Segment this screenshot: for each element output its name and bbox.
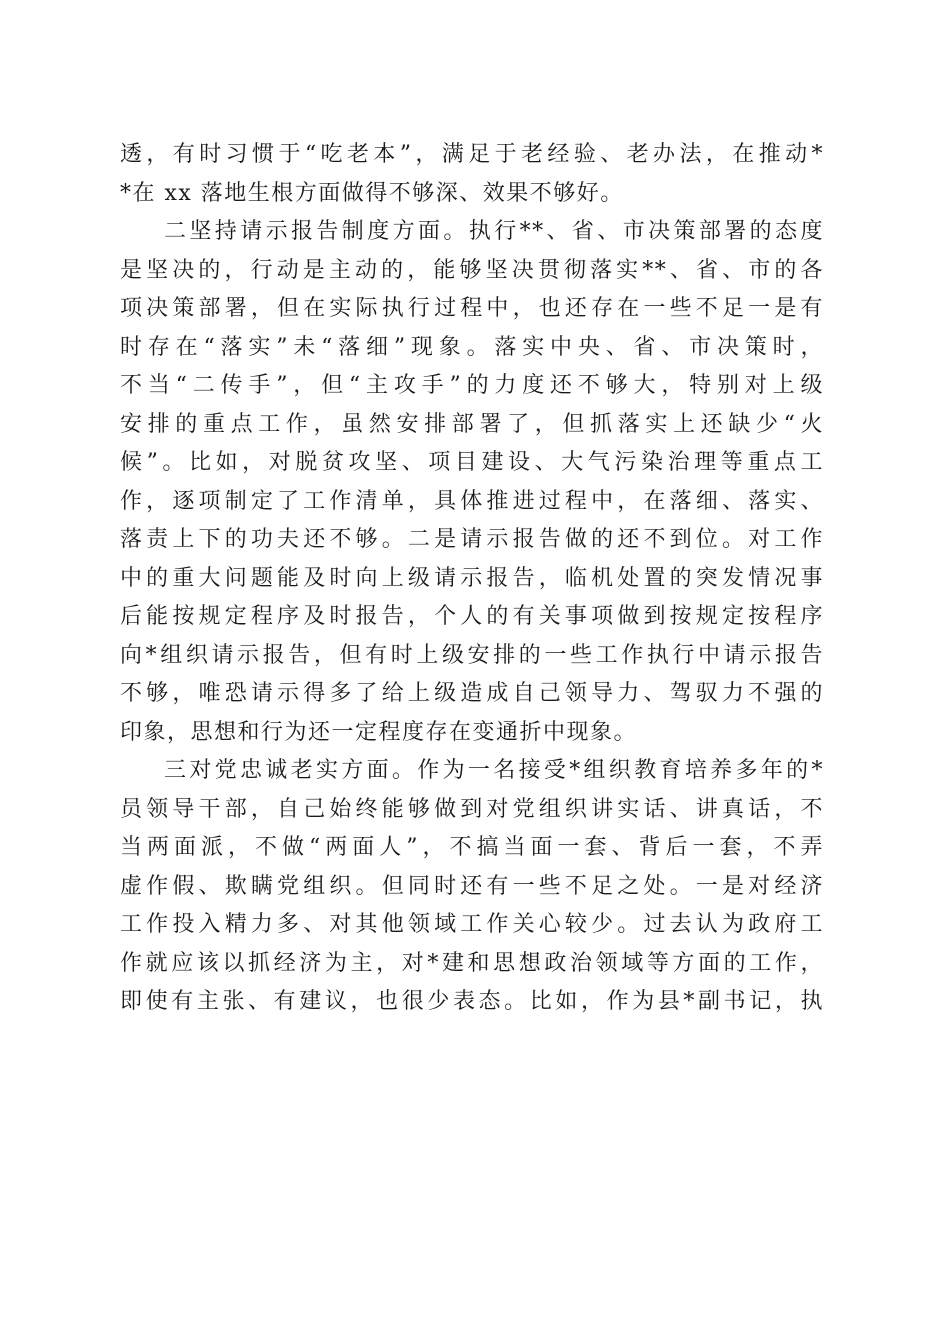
text-line: 项决策部署，但在实际执行过程中，也还存在一些不足一是有 (120, 296, 824, 321)
paragraph-3 (120, 752, 824, 1022)
text-line: 中的重大问题能及时向上级请示报告，临机处置的突发情况事 (120, 565, 824, 591)
text-line: 不当“二传手”，但“主攻手”的力度还不够大，特别对上级 (120, 373, 824, 398)
text-line: 向*组织请示报告，但有时上级安排的一些工作执行中请示报告 (120, 642, 824, 668)
text-line: 候”。比如，对脱贫攻坚、项目建设、大气污染治理等重点工 (120, 450, 824, 475)
text-line: 透，有时习惯于“吃老本”，满足于老经验、老办法，在推动* (120, 142, 824, 167)
text-line: 员领导干部，自己始终能够做到对党组织讲实话、讲真话，不 (120, 796, 824, 822)
document-body (120, 136, 824, 1022)
text-line: 是坚决的，行动是主动的，能够坚决贯彻落实**、省、市的各 (120, 257, 824, 283)
text-line: 不够，唯恐请示得多了给上级造成自己领导力、驾驭力不强的 (120, 681, 824, 706)
text-line: 时存在“落实”未“落细”现象。落实中央、省、市决策时， (120, 334, 824, 360)
paragraph-2 (120, 213, 824, 752)
text-line: 二坚持请示报告制度方面。执行**、省、市决策部署的态度 (164, 219, 824, 244)
text-line: 工作投入精力多、对其他领域工作关心较少。过去认为政府工 (120, 912, 824, 937)
text-line: 安排的重点工作，虽然安排部署了，但抓落实上还缺少“火 (120, 411, 824, 437)
text-line: 作就应该以抓经济为主，对*建和思想政治领域等方面的工作， (120, 950, 824, 976)
text-line: 当两面派，不做“两面人”，不搞当面一套、背后一套，不弄 (120, 835, 824, 860)
text-line: 印象，思想和行为还一定程度存在变通折中现象。 (120, 719, 638, 745)
text-line: 三对党忠诚老实方面。作为一名接受*组织教育培养多年的* (164, 758, 824, 783)
text-line: 落责上下的功夫还不够。二是请示报告做的还不到位。对工作 (120, 527, 824, 552)
text-line: *在 xx 落地生根方面做得不够深、效果不够好。 (120, 180, 624, 206)
text-line: 后能按规定程序及时报告，个人的有关事项做到按规定按程序 (120, 604, 824, 629)
text-line: 虚作假、欺瞒党组织。但同时还有一些不足之处。一是对经济 (120, 873, 824, 899)
paragraph-1 (120, 136, 824, 213)
text-line: 即使有主张、有建议，也很少表态。比如，作为县*副书记，执 (120, 989, 824, 1014)
text-line: 作，逐项制定了工作清单，具体推进过程中，在落细、落实、 (120, 488, 824, 514)
